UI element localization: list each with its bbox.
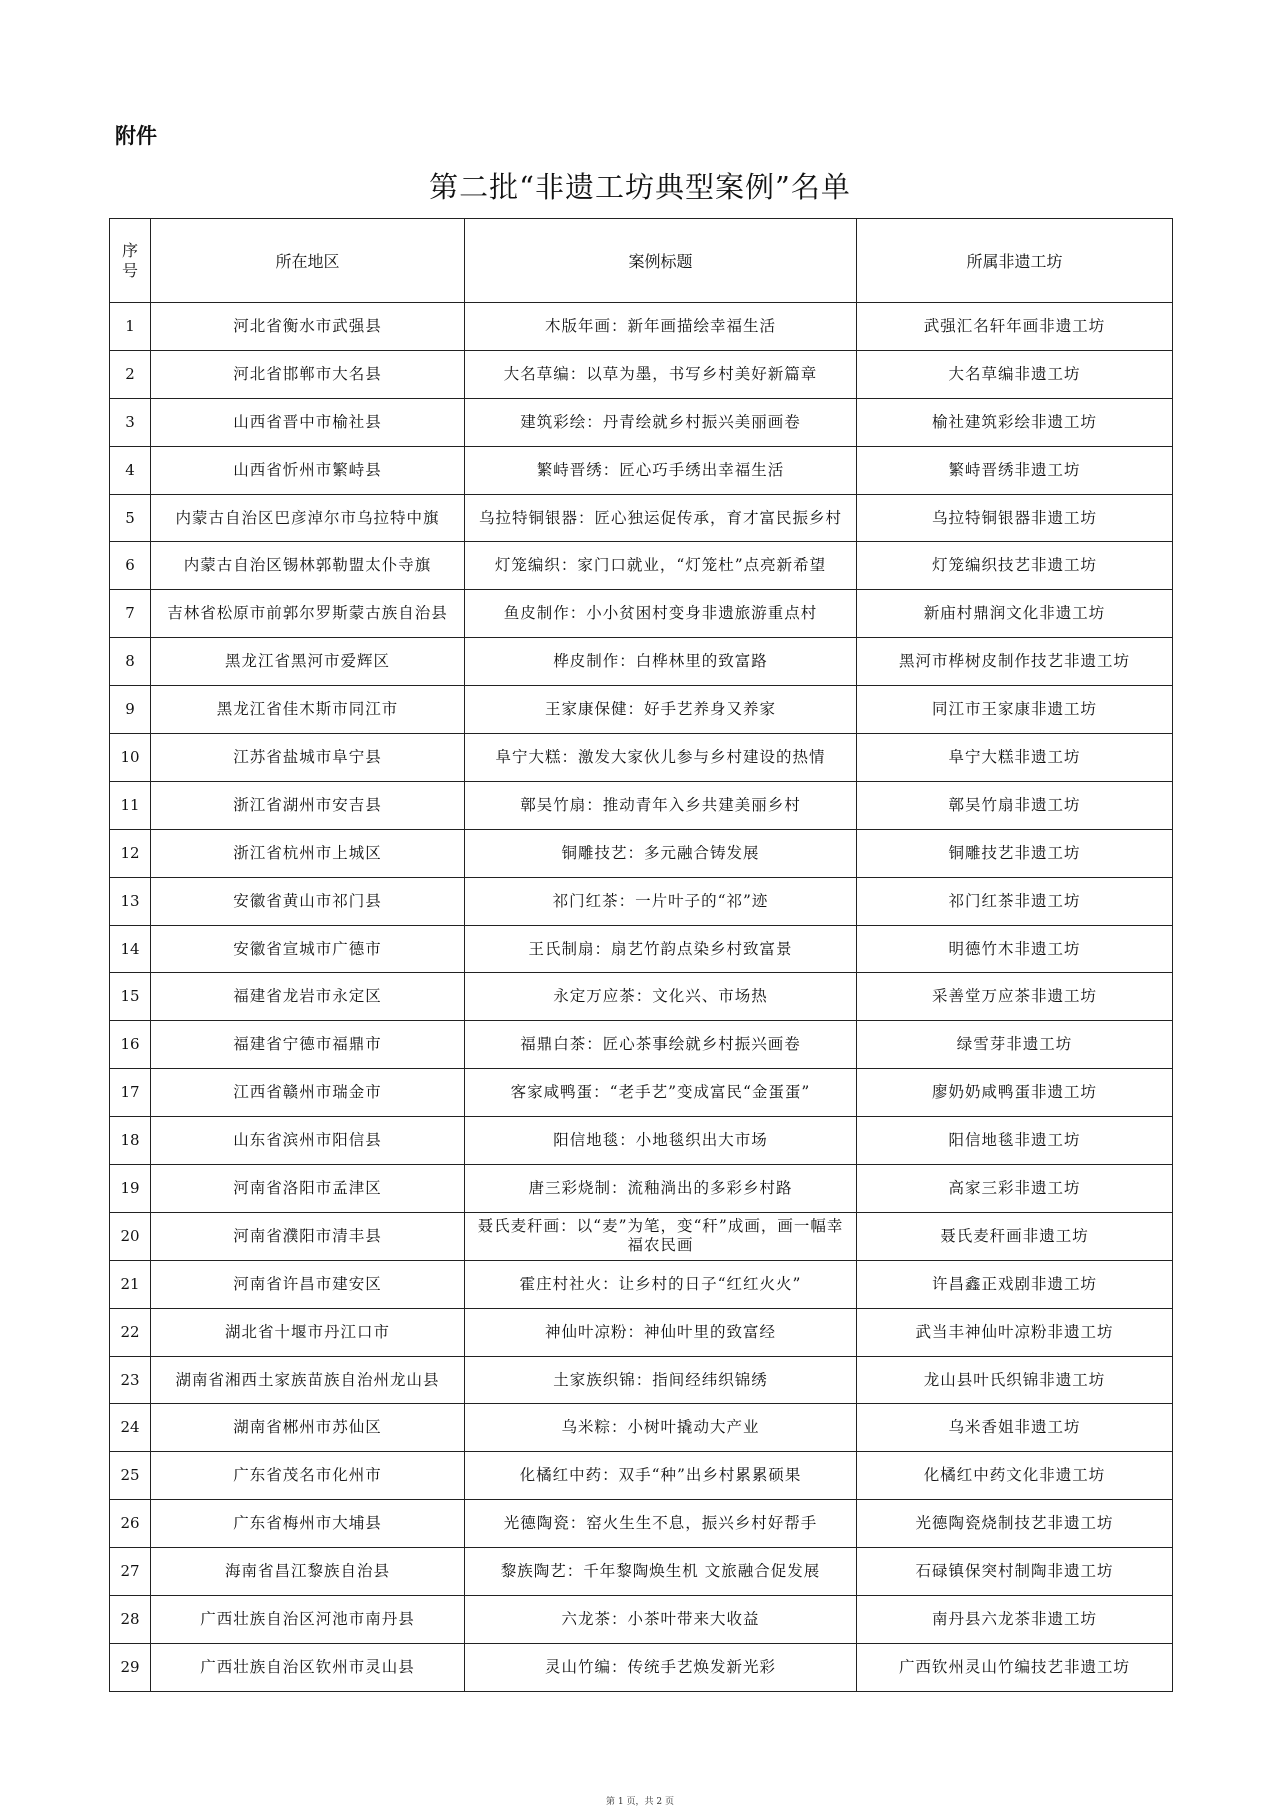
- cell-region: 内蒙古自治区巴彦淖尔市乌拉特中旗: [151, 494, 465, 542]
- table-row: [110, 350, 1173, 398]
- cell-case-title: 祁门红茶：一片叶子的“祁”迹: [465, 877, 857, 925]
- table-row: [110, 1021, 1173, 1069]
- cell-region: 广东省茂名市化州市: [151, 1452, 465, 1500]
- cell-number: 9: [110, 686, 151, 734]
- cell-region: 内蒙古自治区锡林郭勒盟太仆寺旗: [151, 542, 465, 590]
- cell-region: 广西壮族自治区钦州市灵山县: [151, 1643, 465, 1691]
- cell-region: 河北省衡水市武强县: [151, 303, 465, 351]
- cell-region: 安徽省黄山市祁门县: [151, 877, 465, 925]
- cell-number: 21: [110, 1260, 151, 1308]
- cell-workshop: 乌拉特铜银器非遗工坊: [857, 494, 1173, 542]
- table-row: [110, 829, 1173, 877]
- cell-case-title: 大名草编：以草为墨，书写乡村美好新篇章: [465, 350, 857, 398]
- cell-workshop: 阳信地毯非遗工坊: [857, 1117, 1173, 1165]
- cell-region: 河北省邯郸市大名县: [151, 350, 465, 398]
- cell-workshop: 高家三彩非遗工坊: [857, 1165, 1173, 1213]
- table-row: [110, 398, 1173, 446]
- header-seq-line2: 号: [121, 260, 138, 280]
- cell-case-title: 乌米粽：小树叶撬动大产业: [465, 1404, 857, 1452]
- cell-case-title: 霍庄村社火：让乡村的日子“红红火火”: [465, 1260, 857, 1308]
- cell-workshop: 灯笼编织技艺非遗工坊: [857, 542, 1173, 590]
- header-workshop: 所属非遗工坊: [857, 219, 1173, 303]
- table-row: [110, 1308, 1173, 1356]
- cell-case-title: 六龙茶：小茶叶带来大收益: [465, 1596, 857, 1644]
- cell-case-title: 铜雕技艺：多元融合铸发展: [465, 829, 857, 877]
- cell-workshop: 廖奶奶咸鸭蛋非遗工坊: [857, 1069, 1173, 1117]
- cell-case-title: 鱼皮制作：小小贫困村变身非遗旅游重点村: [465, 590, 857, 638]
- table-row: [110, 925, 1173, 973]
- cell-number: 24: [110, 1404, 151, 1452]
- cell-workshop: 阜宁大糕非遗工坊: [857, 734, 1173, 782]
- cell-number: 19: [110, 1165, 151, 1213]
- table-row: [110, 542, 1173, 590]
- header-case-title: 案例标题: [465, 219, 857, 303]
- cell-case-title: 唐三彩烧制：流釉淌出的多彩乡村路: [465, 1165, 857, 1213]
- cell-case-title: 王家康保健：好手艺养身又养家: [465, 686, 857, 734]
- table-row: [110, 1212, 1173, 1260]
- cell-workshop: 鄣吴竹扇非遗工坊: [857, 781, 1173, 829]
- cell-region: 江苏省盐城市阜宁县: [151, 734, 465, 782]
- cell-workshop: 龙山县叶氏织锦非遗工坊: [857, 1356, 1173, 1404]
- cell-workshop: 同江市王家康非遗工坊: [857, 686, 1173, 734]
- cell-case-title: 聂氏麦秆画：以“麦”为笔，变“秆”成画，画一幅幸福农民画: [465, 1212, 857, 1260]
- header-seq-line1: 序: [121, 240, 138, 260]
- cell-number: 16: [110, 1021, 151, 1069]
- cell-number: 28: [110, 1596, 151, 1644]
- cell-region: 福建省宁德市福鼎市: [151, 1021, 465, 1069]
- cell-number: 23: [110, 1356, 151, 1404]
- cell-workshop: 繁峙晋绣非遗工坊: [857, 446, 1173, 494]
- table-row: [110, 1356, 1173, 1404]
- cell-number: 1: [110, 303, 151, 351]
- cell-region: 湖南省郴州市苏仙区: [151, 1404, 465, 1452]
- cell-number: 4: [110, 446, 151, 494]
- cell-region: 山西省忻州市繁峙县: [151, 446, 465, 494]
- cell-region: 河南省濮阳市清丰县: [151, 1212, 465, 1260]
- cell-number: 8: [110, 638, 151, 686]
- cell-number: 3: [110, 398, 151, 446]
- cell-case-title: 王氏制扇：扇艺竹韵点染乡村致富景: [465, 925, 857, 973]
- cell-number: 20: [110, 1212, 151, 1260]
- cell-region: 吉林省松原市前郭尔罗斯蒙古族自治县: [151, 590, 465, 638]
- cell-workshop: 大名草编非遗工坊: [857, 350, 1173, 398]
- cell-workshop: 榆社建筑彩绘非遗工坊: [857, 398, 1173, 446]
- cell-region: 湖北省十堰市丹江口市: [151, 1308, 465, 1356]
- table-row: [110, 446, 1173, 494]
- table-row: [110, 1069, 1173, 1117]
- table-row: [110, 973, 1173, 1021]
- table-row: [110, 1643, 1173, 1691]
- cell-case-title: 永定万应茶：文化兴、市场热: [465, 973, 857, 1021]
- cell-number: 12: [110, 829, 151, 877]
- table-header-row: [110, 219, 1173, 303]
- cell-workshop: 绿雪芽非遗工坊: [857, 1021, 1173, 1069]
- cell-region: 河南省洛阳市孟津区: [151, 1165, 465, 1213]
- header-region: 所在地区: [151, 219, 465, 303]
- cell-number: 14: [110, 925, 151, 973]
- cell-number: 10: [110, 734, 151, 782]
- cell-region: 浙江省湖州市安吉县: [151, 781, 465, 829]
- table-row: [110, 590, 1173, 638]
- cell-workshop: 南丹县六龙茶非遗工坊: [857, 1596, 1173, 1644]
- cell-workshop: 化橘红中药文化非遗工坊: [857, 1452, 1173, 1500]
- cell-region: 海南省昌江黎族自治县: [151, 1548, 465, 1596]
- cell-workshop: 广西钦州灵山竹编技艺非遗工坊: [857, 1643, 1173, 1691]
- cell-workshop: 许昌鑫正戏剧非遗工坊: [857, 1260, 1173, 1308]
- cell-number: 6: [110, 542, 151, 590]
- cell-case-title: 阳信地毯：小地毯织出大市场: [465, 1117, 857, 1165]
- cell-case-title: 化橘红中药：双手“种”出乡村累累硕果: [465, 1452, 857, 1500]
- cell-workshop: 乌米香姐非遗工坊: [857, 1404, 1173, 1452]
- cell-case-title: 黎族陶艺：千年黎陶焕生机 文旅融合促发展: [465, 1548, 857, 1596]
- cell-workshop: 武强汇名轩年画非遗工坊: [857, 303, 1173, 351]
- cell-region: 河南省许昌市建安区: [151, 1260, 465, 1308]
- cell-workshop: 铜雕技艺非遗工坊: [857, 829, 1173, 877]
- cell-region: 山东省滨州市阳信县: [151, 1117, 465, 1165]
- cell-workshop: 采善堂万应茶非遗工坊: [857, 973, 1173, 1021]
- cell-workshop: 武当丰神仙叶凉粉非遗工坊: [857, 1308, 1173, 1356]
- cell-case-title: 土家族织锦：指间经纬织锦绣: [465, 1356, 857, 1404]
- table-row: [110, 734, 1173, 782]
- cell-number: 29: [110, 1643, 151, 1691]
- cell-case-title: 桦皮制作：白桦林里的致富路: [465, 638, 857, 686]
- document-title: 第二批“非遗工坊典型案例”名单: [429, 170, 851, 204]
- cell-number: 2: [110, 350, 151, 398]
- cell-region: 黑龙江省佳木斯市同江市: [151, 686, 465, 734]
- table-row: [110, 781, 1173, 829]
- cell-case-title: 乌拉特铜银器：匠心独运促传承，育才富民振乡村: [465, 494, 857, 542]
- table-row: [110, 1117, 1173, 1165]
- cell-region: 湖南省湘西土家族苗族自治州龙山县: [151, 1356, 465, 1404]
- cell-region: 江西省赣州市瑞金市: [151, 1069, 465, 1117]
- table-row: [110, 1260, 1173, 1308]
- cell-number: 11: [110, 781, 151, 829]
- table-row: [110, 1548, 1173, 1596]
- cell-number: 15: [110, 973, 151, 1021]
- cell-number: 18: [110, 1117, 151, 1165]
- cell-case-title: 光德陶瓷：窑火生生不息，振兴乡村好帮手: [465, 1500, 857, 1548]
- table-row: [110, 877, 1173, 925]
- cell-workshop: 聂氏麦秆画非遗工坊: [857, 1212, 1173, 1260]
- cell-region: 山西省晋中市榆社县: [151, 398, 465, 446]
- table-row: [110, 494, 1173, 542]
- cell-number: 13: [110, 877, 151, 925]
- cell-number: 25: [110, 1452, 151, 1500]
- page-footer: 第 1 页，共 2 页: [606, 1797, 674, 1807]
- cell-workshop: 新庙村鼎润文化非遗工坊: [857, 590, 1173, 638]
- cell-workshop: 祁门红茶非遗工坊: [857, 877, 1173, 925]
- table-row: [110, 1500, 1173, 1548]
- cell-number: 17: [110, 1069, 151, 1117]
- cell-number: 7: [110, 590, 151, 638]
- cell-workshop: 石碌镇保突村制陶非遗工坊: [857, 1548, 1173, 1596]
- cell-region: 浙江省杭州市上城区: [151, 829, 465, 877]
- cell-case-title: 木版年画：新年画描绘幸福生活: [465, 303, 857, 351]
- cell-workshop: 黑河市桦树皮制作技艺非遗工坊: [857, 638, 1173, 686]
- table-row: [110, 1165, 1173, 1213]
- case-list-table: [109, 218, 1173, 1692]
- cell-workshop: 光德陶瓷烧制技艺非遗工坊: [857, 1500, 1173, 1548]
- cell-case-title: 客家咸鸭蛋：“老手艺”变成富民“金蛋蛋”: [465, 1069, 857, 1117]
- table-row: [110, 1596, 1173, 1644]
- cell-number: 26: [110, 1500, 151, 1548]
- cell-case-title: 鄣吴竹扇：推动青年入乡共建美丽乡村: [465, 781, 857, 829]
- table-row: [110, 303, 1173, 351]
- attachment-label: 附件: [115, 124, 157, 148]
- cell-number: 22: [110, 1308, 151, 1356]
- table-row: [110, 1452, 1173, 1500]
- cell-number: 5: [110, 494, 151, 542]
- header-seq: [110, 219, 151, 303]
- cell-case-title: 建筑彩绘：丹青绘就乡村振兴美丽画卷: [465, 398, 857, 446]
- cell-region: 黑龙江省黑河市爱辉区: [151, 638, 465, 686]
- cell-region: 广东省梅州市大埔县: [151, 1500, 465, 1548]
- cell-case-title: 灵山竹编：传统手艺焕发新光彩: [465, 1643, 857, 1691]
- cell-workshop: 明德竹木非遗工坊: [857, 925, 1173, 973]
- cell-number: 27: [110, 1548, 151, 1596]
- cell-case-title: 阜宁大糕：激发大家伙儿参与乡村建设的热情: [465, 734, 857, 782]
- cell-region: 福建省龙岩市永定区: [151, 973, 465, 1021]
- table-row: [110, 686, 1173, 734]
- cell-region: 广西壮族自治区河池市南丹县: [151, 1596, 465, 1644]
- cell-case-title: 灯笼编织：家门口就业，“灯笼杜”点亮新希望: [465, 542, 857, 590]
- table-row: [110, 638, 1173, 686]
- cell-region: 安徽省宣城市广德市: [151, 925, 465, 973]
- cell-case-title: 神仙叶凉粉：神仙叶里的致富经: [465, 1308, 857, 1356]
- cell-case-title: 福鼎白茶：匠心茶事绘就乡村振兴画卷: [465, 1021, 857, 1069]
- cell-case-title: 繁峙晋绣：匠心巧手绣出幸福生活: [465, 446, 857, 494]
- table-row: [110, 1404, 1173, 1452]
